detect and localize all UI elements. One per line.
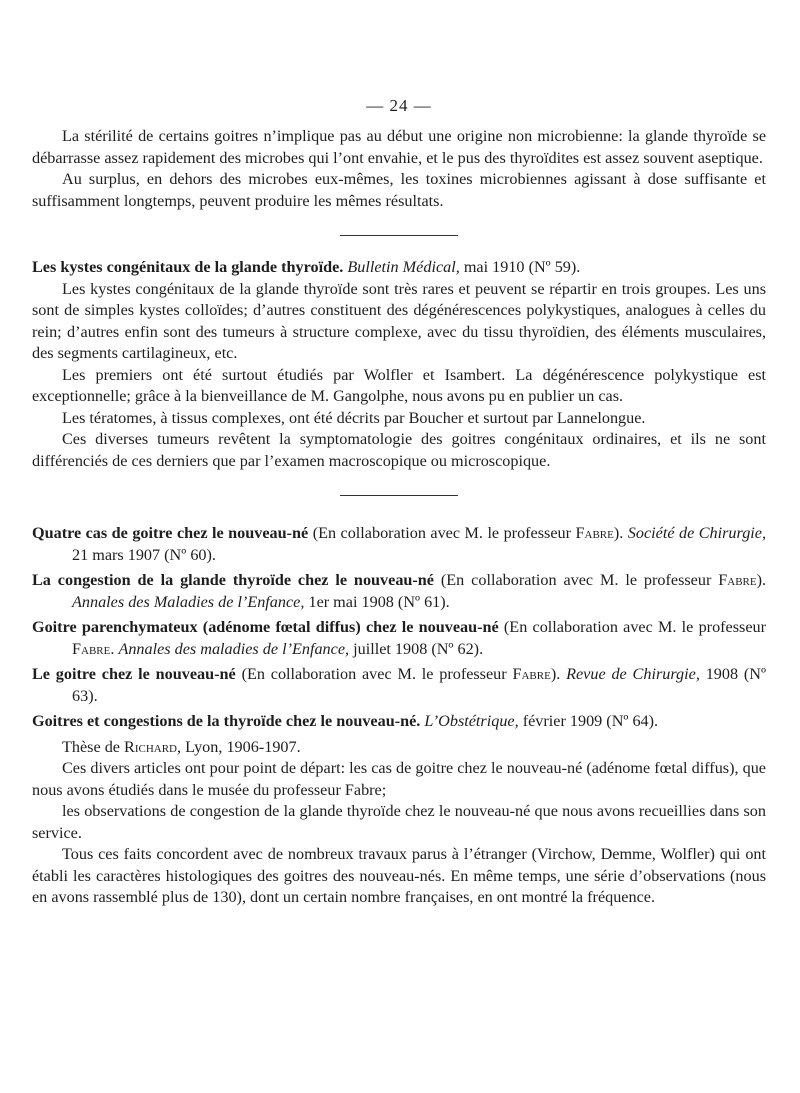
publication-journal: Annales des Maladies de l’Enfance, bbox=[72, 592, 305, 611]
intro-paragraph-2: Au surplus, en dehors des microbes eux-mêmes, les toxines microbiennes agissant à dose suffisante et suffisamment longtemps, peuvent produire les mêmes résultats. bbox=[32, 170, 766, 210]
intro-paragraph-1: La stérilité de certains goitres n’implique pas au début une origine non microbienne: la glande thyroïde se débarrasse assez rapidement des microbes qui l’ont envahie, et le pus des thyroïdites est assez souvent aseptique. bbox=[32, 127, 766, 167]
intro-section bbox=[32, 126, 766, 212]
publication-title: Goitre parenchymateux (adénome fœtal diffus) chez le nouveau-né bbox=[32, 618, 499, 636]
these-line bbox=[32, 737, 766, 759]
kystes-paragraph-4: Ces diverses tumeurs revêtent la symptomatologie des goitres congénitaux ordinaires, et ils ne sont différenciés de ces derniers que par l’examen macroscopique ou microscopique. bbox=[32, 430, 766, 470]
publication-ref: 1er mai 1908 (Nº 61). bbox=[304, 592, 450, 611]
publication-ref: juillet 1908 (Nº 62). bbox=[349, 639, 484, 658]
publication-after: . bbox=[110, 639, 119, 658]
kystes-paragraph-3: Les tératomes, à tissus complexes, ont été décrits par Boucher et surtout par Lannelongue. bbox=[62, 408, 646, 427]
section-divider bbox=[340, 235, 458, 236]
publication-collab: (En collaboration avec M. le professeur bbox=[241, 665, 513, 683]
publication-journal: Annales des maladies de l’Enfance, bbox=[118, 639, 350, 658]
section-divider bbox=[340, 495, 458, 496]
publication-journal: Société de Chirurgie, bbox=[627, 524, 767, 542]
publication-collab: (En collaboration avec M. le professeur bbox=[503, 618, 767, 636]
nouveau-ne-section bbox=[32, 523, 766, 909]
publication-entry bbox=[32, 617, 766, 660]
publication-author: Fabre bbox=[575, 524, 614, 542]
kystes-journal: Bulletin Médical, bbox=[347, 258, 460, 276]
kystes-paragraph-1: Les kystes congénitaux de la glande thyroïde sont très rares et peuvent se répartir en trois groupes. Les uns sont de simples kystes colloïdes; d’autres constituent des dégénérescences polykystiques, analogues à celles du rein; d’autres enfin sont des tumeurs à structure complexe, avec du tissu thyroïdien, des éléments musculaires, des segments cartilagineux, etc. bbox=[32, 279, 766, 362]
publication-entry bbox=[32, 664, 766, 707]
publication-collab: (En collaboration avec M. le professeur bbox=[312, 524, 576, 542]
kystes-section bbox=[32, 257, 766, 472]
nouveau-ne-paragraph-3: Tous ces faits concordent avec de nombreux travaux parus à l’étranger (Virchow, Demme, Wolfler) qui ont établi les caractères histologiques des goitres des nouveau-nés. En même temps, une série d’observations (nous en avons rassemblé plus de 130), dont un certain nombre françaises, en ont montré la fréquence. bbox=[32, 845, 766, 906]
publication-after: ). bbox=[756, 571, 767, 589]
publication-entry bbox=[32, 711, 766, 733]
publication-entry bbox=[32, 523, 766, 566]
publication-author: Fabre bbox=[72, 639, 111, 658]
publication-after: ). bbox=[613, 524, 628, 542]
publication-journal: L’Obstétrique, bbox=[424, 712, 519, 730]
publication-author: Fabre bbox=[512, 665, 551, 683]
kystes-title: Les kystes congénitaux de la glande thyroïde. bbox=[32, 258, 344, 276]
publication-list bbox=[32, 523, 766, 733]
publication-title: Quatre cas de goitre chez le nouveau-né bbox=[32, 524, 309, 542]
kystes-paragraph-2: Les premiers ont été surtout étudiés par Wolfler et Isambert. La dégénérescence polykystique est exceptionnelle; grâce à la bienveillance de M. Gangolphe, nous avons pu en publier un cas. bbox=[32, 365, 766, 405]
publication-title: Le goitre chez le nouveau-né bbox=[32, 665, 236, 683]
page-number: — 24 — bbox=[366, 96, 432, 115]
publication-title: Goitres et congestions de la thyroïde chez le nouveau-né. bbox=[32, 712, 421, 730]
publication-entry bbox=[32, 570, 766, 613]
publication-ref: février 1909 (Nº 64). bbox=[518, 712, 659, 730]
publication-author: Fabre bbox=[718, 571, 757, 589]
publication-journal: Revue de Chirurgie, bbox=[566, 665, 700, 683]
these-ref: , Lyon, 1906-1907. bbox=[177, 737, 301, 756]
nouveau-ne-paragraph-1: Ces divers articles ont pour point de départ: les cas de goitre chez le nouveau-né (adénome fœtal diffus), que nous avons étudiés dans le musée du professeur Fabre; bbox=[32, 759, 766, 799]
publication-collab: (En collaboration avec M. le professeur bbox=[440, 571, 719, 589]
publication-ref: 21 mars 1907 (Nº 60). bbox=[72, 545, 216, 564]
kystes-heading bbox=[32, 257, 766, 279]
publication-ref: 1908 (Nº 63). bbox=[72, 665, 767, 705]
kystes-ref: mai 1910 (Nº 59). bbox=[463, 258, 581, 276]
nouveau-ne-paragraph-2: les observations de congestion de la glande thyroïde chez le nouveau-né que nous avons recueillies dans son service. bbox=[32, 802, 766, 842]
publication-after: ). bbox=[550, 665, 567, 683]
these-prefix: Thèse de bbox=[62, 737, 125, 756]
publication-title: La congestion de la glande thyroïde chez le nouveau-né bbox=[32, 571, 434, 589]
these-author: Richard bbox=[124, 737, 177, 756]
